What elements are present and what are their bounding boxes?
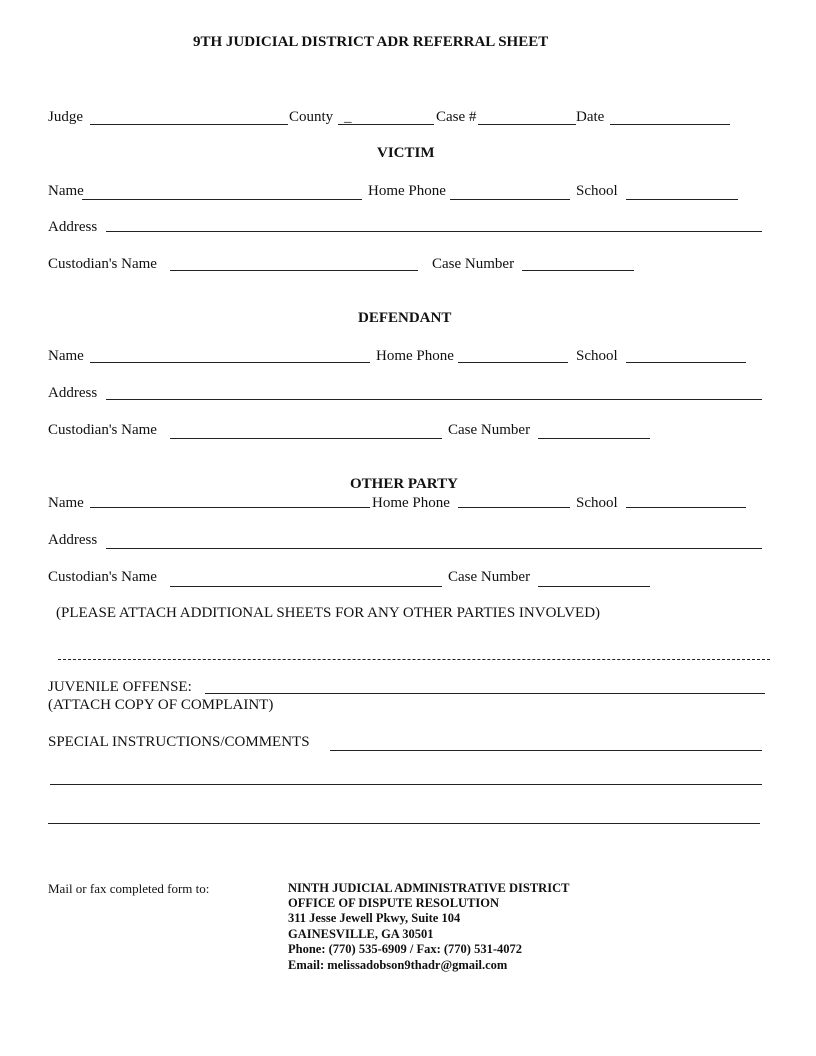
other-custodian-label: Custodian's Name <box>48 569 157 585</box>
victim-phone-label: Home Phone <box>368 183 446 199</box>
office-phone: Phone: (770) 535-6909 / Fax: (770) 531-4072 <box>288 942 522 956</box>
defendant-case-number-field[interactable] <box>538 438 650 439</box>
office-subtitle: OFFICE OF DISPUTE RESOLUTION <box>288 896 500 910</box>
comments-line-2[interactable] <box>48 823 760 824</box>
other-case-number-field[interactable] <box>538 586 650 587</box>
victim-address-label: Address <box>48 219 98 235</box>
other-school-label: School <box>576 495 618 511</box>
defendant-school-label: School <box>576 348 618 364</box>
other-name-field[interactable] <box>90 507 370 508</box>
victim-phone-field[interactable] <box>450 199 570 200</box>
judge-label: Judge <box>48 109 83 125</box>
other-party-heading: OTHER PARTY <box>350 476 458 492</box>
victim-address-field[interactable] <box>106 231 762 232</box>
judge-field[interactable] <box>90 124 288 125</box>
other-school-field[interactable] <box>626 507 746 508</box>
victim-name-label: Name <box>48 183 84 199</box>
defendant-address-field[interactable] <box>106 399 762 400</box>
defendant-case-number-label: Case Number <box>448 422 531 438</box>
defendant-name-field[interactable] <box>90 362 370 363</box>
other-case-number-label: Case Number <box>448 569 531 585</box>
victim-name-field[interactable] <box>82 199 362 200</box>
victim-custodian-label: Custodian's Name <box>48 256 157 272</box>
other-address-label: Address <box>48 532 98 548</box>
defendant-custodian-label: Custodian's Name <box>48 422 157 438</box>
office-city: GAINESVILLE, GA 30501 <box>288 927 434 941</box>
date-label: Date <box>576 109 605 125</box>
victim-case-number-label: Case Number <box>432 256 515 272</box>
county-value: _ <box>344 109 352 125</box>
defendant-heading: DEFENDANT <box>358 310 452 326</box>
victim-case-number-field[interactable] <box>522 270 634 271</box>
cut-line-divider <box>58 659 770 660</box>
victim-custodian-field[interactable] <box>170 270 418 271</box>
juvenile-offense-field[interactable] <box>205 693 765 694</box>
county-field[interactable] <box>338 124 434 125</box>
victim-school-field[interactable] <box>626 199 738 200</box>
other-name-label: Name <box>48 495 84 511</box>
other-phone-field[interactable] <box>458 507 570 508</box>
special-instructions-field[interactable] <box>330 750 762 751</box>
office-street: 311 Jesse Jewell Pkwy, Suite 104 <box>288 911 461 925</box>
defendant-phone-label: Home Phone <box>376 348 454 364</box>
defendant-custodian-field[interactable] <box>170 438 442 439</box>
defendant-name-label: Name <box>48 348 84 364</box>
other-phone-label: Home Phone <box>372 495 450 511</box>
office-email: Email: melissadobson9thadr@gmail.com <box>288 958 508 972</box>
case-field[interactable] <box>478 124 576 125</box>
case-label: Case # <box>436 109 477 125</box>
date-field[interactable] <box>610 124 730 125</box>
defendant-phone-field[interactable] <box>458 362 568 363</box>
victim-school-label: School <box>576 183 618 199</box>
defendant-address-label: Address <box>48 385 98 401</box>
mail-instruction: Mail or fax completed form to: <box>48 881 210 896</box>
attach-complaint-note: (ATTACH COPY OF COMPLAINT) <box>48 697 274 713</box>
juvenile-offense-label: JUVENILE OFFENSE: <box>48 679 192 695</box>
special-instructions-label: SPECIAL INSTRUCTIONS/COMMENTS <box>48 734 310 750</box>
comments-line-1[interactable] <box>50 784 762 785</box>
victim-heading: VICTIM <box>377 145 435 161</box>
office-name: NINTH JUDICIAL ADMINISTRATIVE DISTRICT <box>288 881 570 895</box>
other-address-field[interactable] <box>106 548 762 549</box>
other-custodian-field[interactable] <box>170 586 442 587</box>
page-title: 9TH JUDICIAL DISTRICT ADR REFERRAL SHEET <box>193 34 549 50</box>
defendant-school-field[interactable] <box>626 362 746 363</box>
county-label: County <box>289 109 334 125</box>
attach-sheets-note: (PLEASE ATTACH ADDITIONAL SHEETS FOR ANY OTHER PARTIES INVOLVED) <box>56 605 601 621</box>
